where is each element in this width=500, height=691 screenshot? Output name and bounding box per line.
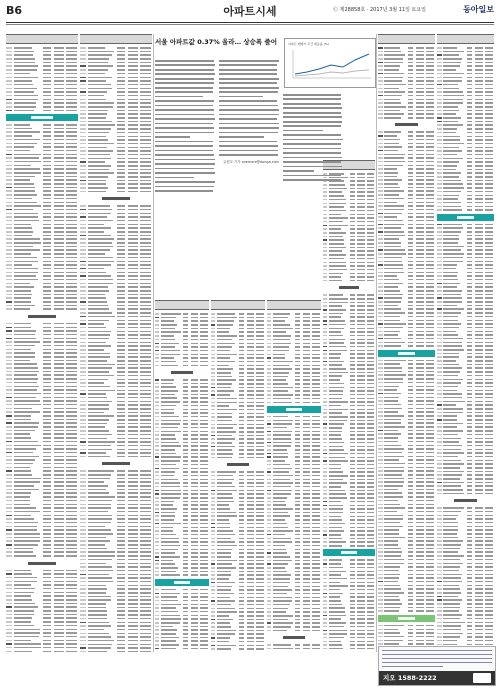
district-heading: [323, 549, 375, 556]
article-text-line: [283, 134, 341, 136]
article-text-line: [219, 132, 278, 134]
article-text-line: [283, 112, 341, 114]
chart-caption: 아파트 매매가 주간 변동률 (%): [288, 42, 329, 46]
table-row: [437, 492, 494, 495]
price-table-column: [155, 300, 209, 652]
article-text-line: [155, 109, 214, 111]
article-text-line: [155, 69, 214, 71]
table-row: [6, 307, 78, 310]
ad-banner: [379, 671, 495, 685]
table-row: [80, 650, 152, 652]
article-body-column: [283, 94, 343, 184]
price-trend-chart: [284, 38, 376, 88]
ad-text-line: [382, 654, 492, 655]
article-text-line: [283, 166, 342, 168]
ad-text-line: [382, 658, 492, 659]
article-text-line: [283, 121, 342, 123]
article-text-line: [155, 105, 213, 107]
table-header-band: [267, 300, 321, 310]
article-text-line: [155, 123, 213, 125]
chart-plot: [285, 46, 375, 86]
article-text-line: [283, 179, 341, 181]
table-row: [378, 609, 435, 612]
page-number: B6: [6, 4, 23, 17]
article-text-line: [283, 107, 342, 109]
ad-copy: [382, 650, 492, 670]
article-text-line: [283, 161, 341, 163]
table-row: [378, 116, 435, 119]
district-heading: [267, 634, 321, 641]
article-text-line: [219, 73, 277, 75]
article-text-line: [219, 100, 277, 102]
article-text-line: [219, 64, 277, 66]
table-row: [267, 401, 321, 404]
article-text-line: [219, 136, 264, 138]
table-header-band: [437, 34, 494, 44]
article-body-column: [155, 60, 215, 195]
table-header-band: [211, 300, 265, 310]
table-row: [80, 455, 152, 458]
section-title: 아파트시세: [223, 5, 277, 18]
district-heading: [80, 460, 152, 467]
table-header-band: [155, 300, 209, 310]
table-row: [378, 344, 435, 347]
table-header-band: [80, 34, 152, 44]
article-text-line: [219, 109, 279, 111]
header-rule-secondary: [6, 24, 494, 25]
table-header-band: [378, 34, 435, 44]
article-text-line: [283, 175, 341, 177]
article-text-line: [155, 168, 214, 170]
price-table-column: [80, 34, 152, 652]
district-heading: [6, 313, 78, 320]
article-text-line: [219, 87, 279, 89]
column-divider: [376, 34, 377, 652]
article-text-line: [283, 139, 343, 141]
ad-phone: 지오 1588-2222: [383, 674, 437, 682]
article-text-line: [283, 125, 341, 127]
article-text-line: [155, 118, 215, 120]
article-text-line: [155, 114, 214, 116]
district-heading: [378, 350, 435, 357]
article-text-line: [219, 118, 277, 120]
article-text-line: [155, 78, 214, 80]
table-row: [6, 650, 78, 652]
district-heading: [211, 461, 265, 468]
article-text-line: [283, 103, 341, 105]
district-heading: [155, 369, 209, 376]
table-row: [6, 109, 78, 112]
article-text-line: [155, 181, 215, 183]
article-text-line: [155, 82, 214, 84]
article-body-column: [219, 60, 279, 159]
page-header: [0, 0, 500, 30]
table-row: [155, 364, 209, 367]
advertisement: [378, 646, 496, 686]
article-text-line: [155, 141, 213, 143]
article-text-line: [155, 145, 213, 147]
district-heading: [437, 214, 494, 221]
table-header-band: [6, 34, 78, 44]
article-text-line: [155, 154, 214, 156]
article-text-line: [219, 123, 279, 125]
article-text-line: [219, 145, 278, 147]
table-row: [323, 651, 375, 652]
column-divider: [153, 34, 154, 652]
article-text-line: [155, 60, 214, 62]
article-text-line: [155, 132, 214, 134]
article-text-line: [219, 96, 263, 98]
article-text-line: [219, 105, 278, 107]
article-text-line: [283, 152, 341, 154]
newspaper-masthead: 동아일보: [463, 5, 494, 14]
article-text-line: [283, 157, 342, 159]
article-text-line: [219, 60, 279, 62]
article-text-line: [155, 150, 213, 152]
article-text-line: [155, 172, 215, 174]
table-row: [6, 554, 78, 557]
header-rule: [6, 22, 494, 23]
price-table-column: [267, 300, 321, 652]
ad-text-line: [382, 650, 492, 651]
article-text-line: [219, 82, 277, 84]
article-text-line: [219, 141, 277, 143]
article-text-line: [219, 154, 278, 156]
article-text-line: [155, 177, 194, 179]
article-text-line: [219, 150, 278, 152]
article-text-line: [283, 94, 341, 96]
table-row: [155, 573, 209, 576]
table-row: [437, 208, 494, 211]
article-text-line: [283, 116, 342, 118]
price-table-column: [6, 34, 78, 652]
article-text-line: [219, 114, 279, 116]
article-headline: 서울 아파트값 0.37% 올라… 상승폭 줄어: [155, 38, 277, 46]
ad-logo-icon: [473, 673, 491, 683]
article-text-line: [283, 130, 323, 132]
district-heading: [6, 560, 78, 567]
issue-info: Ⓒ 제28858호 · 2017년 3월 11일 토요일: [333, 7, 426, 13]
article-text-line: [219, 78, 279, 80]
table-row: [211, 647, 265, 650]
price-table-column: [437, 34, 494, 652]
article-text-line: [155, 64, 215, 66]
article-text-line: [155, 91, 213, 93]
chart-series-line: [295, 70, 369, 76]
district-heading: [80, 195, 152, 202]
article-byline: 유원모 기자 onemore@donga.com: [223, 160, 279, 164]
table-row: [211, 456, 265, 459]
table-row: [267, 629, 321, 632]
article-text-line: [155, 159, 215, 161]
district-heading: [437, 497, 494, 504]
lead-article: [155, 38, 385, 300]
ad-text-line: [382, 662, 492, 663]
article-text-line: [283, 170, 314, 172]
ad-text-line: [382, 666, 443, 667]
table-row: [267, 651, 321, 652]
article-text-line: [155, 100, 214, 102]
article-text-line: [155, 87, 213, 89]
article-text-line: [155, 136, 190, 138]
article-text-line: [155, 186, 214, 188]
district-heading: [6, 114, 78, 121]
price-table-column: [378, 34, 435, 652]
district-heading: [378, 615, 435, 622]
article-text-line: [155, 96, 203, 98]
article-text-line: [155, 127, 214, 129]
article-text-line: [219, 127, 279, 129]
district-heading: [378, 121, 435, 128]
district-heading: [155, 579, 209, 586]
article-text-line: [219, 69, 277, 71]
article-text-line: [155, 190, 213, 192]
price-table-column: [211, 300, 265, 652]
table-row: [155, 651, 209, 652]
table-row: [323, 544, 375, 547]
article-text-line: [283, 98, 341, 100]
district-heading: [267, 406, 321, 413]
article-text-line: [283, 143, 341, 145]
article-text-line: [219, 91, 278, 93]
article-text-line: [155, 163, 215, 165]
article-text-line: [283, 148, 341, 150]
article-text-line: [155, 73, 215, 75]
table-row: [80, 190, 152, 193]
